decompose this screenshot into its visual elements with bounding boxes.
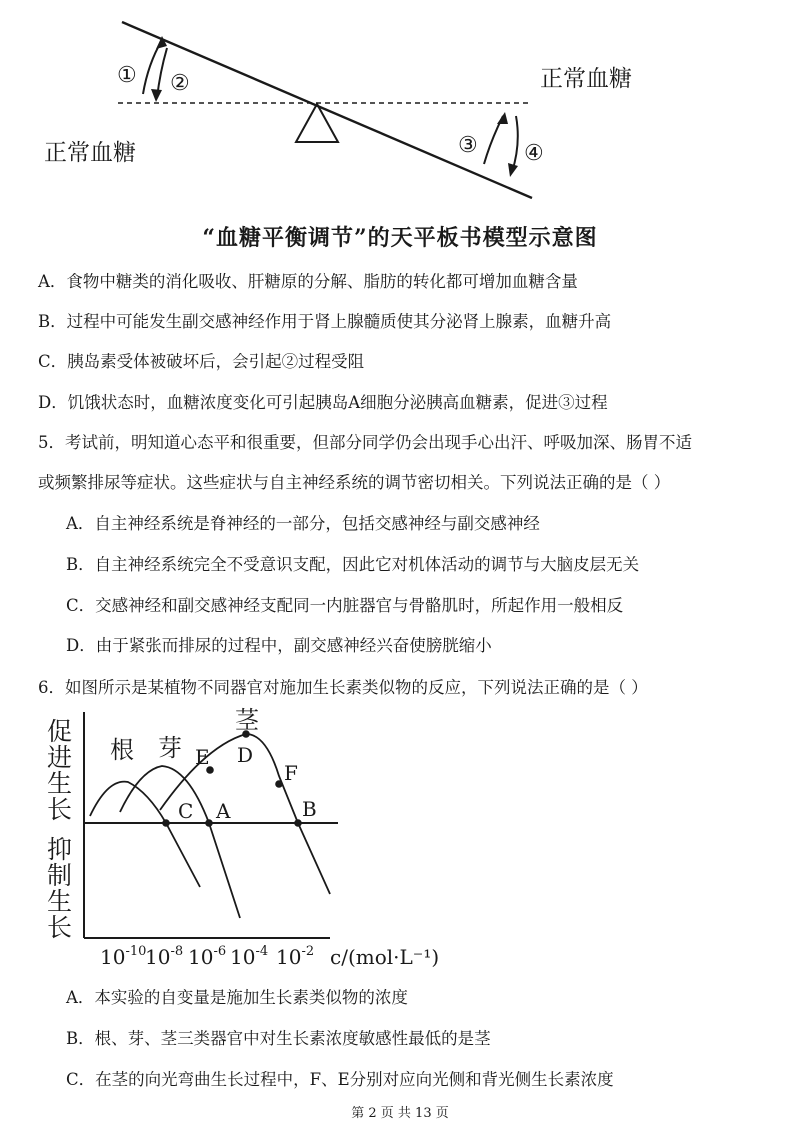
curve-label-bud: 芽 [158, 734, 182, 762]
y-label-promote-3: 生 [47, 769, 73, 798]
q5-option-a: A．自主神经系统是脊神经的一部分，包括交感神经与副交感神经 [66, 514, 540, 533]
arrow-down-icon [512, 116, 518, 172]
marker-2: ② [170, 71, 190, 96]
balance-beam [122, 22, 532, 198]
point-label-c: C [178, 799, 194, 823]
point-label-b: B [302, 797, 317, 821]
y-label-inhibit-3: 生 [47, 887, 73, 916]
q5-option-c: C．交感神经和副交感神经支配同一内脏器官与骨骼肌时，所起作用一般相反 [66, 596, 624, 615]
q5-stem-line2: 或频繁排尿等症状。这些症状与自主神经系统的调节密切相关。下列说法正确的是（ ） [38, 473, 671, 492]
y-label-inhibit-4: 长 [47, 913, 73, 942]
x-axis-unit: c/(mol·L⁻¹) [330, 945, 440, 969]
balance-diagram [0, 0, 800, 215]
auxin-response-graph [0, 700, 800, 980]
q5-option-b: B．自主神经系统完全不受意识支配，因此它对机体活动的调节与大脑皮层无关 [66, 555, 640, 574]
point-b-dot [294, 819, 302, 827]
diagram-caption: “血糖平衡调节”的天平板书模型示意图 [202, 225, 598, 251]
point-label-f: F [284, 761, 298, 785]
y-label-inhibit-1: 抑 [47, 835, 73, 864]
q4-option-d: D．饥饿状态时，血糖浓度变化可引起胰岛A细胞分泌胰高血糖素，促进③过程 [38, 393, 608, 412]
q4-option-a: A．食物中糖类的消化吸收、肝糖原的分解、脂肪的转化都可增加血糖含量 [38, 272, 578, 291]
fulcrum-triangle [296, 104, 338, 142]
y-label-inhibit-2: 制 [47, 861, 73, 890]
y-label-promote-4: 长 [47, 795, 73, 824]
q6-stem: 6．如图所示是某植物不同器官对施加生长素类似物的反应，下列说法正确的是（ ） [38, 678, 648, 697]
q5-stem-line1: 5．考试前，明知道心态平和很重要，但部分同学仍会出现手心出汗、呼吸加深、肠胃不适 [38, 433, 692, 452]
root-curve [90, 782, 200, 887]
label-normal-glucose-left: 正常血糖 [44, 140, 136, 166]
q6-option-b: B．根、芽、茎三类器官中对生长素浓度敏感性最低的是茎 [66, 1029, 491, 1048]
q4-option-c: C．胰岛素受体被破坏后，会引起②过程受阻 [38, 352, 365, 371]
x-tick-1e-10: $10^{-10}$ [100, 944, 147, 969]
point-c-dot [162, 819, 170, 827]
marker-3: ③ [458, 133, 478, 158]
marker-4: ④ [524, 141, 544, 166]
label-normal-glucose-right: 正常血糖 [540, 66, 632, 92]
curve-label-root: 根 [110, 736, 134, 764]
point-a-dot [205, 819, 213, 827]
x-tick-1e-4: $10^{-4}$ [230, 944, 269, 969]
q5-option-d: D．由于紧张而排尿的过程中，副交感神经兴奋使膀胱缩小 [66, 636, 492, 655]
y-label-promote-1: 促 [47, 717, 73, 746]
page-footer: 第 2 页 共 13 页 [351, 1106, 449, 1121]
q6-option-c: C．在茎的向光弯曲生长过程中，F、E分别对应向光侧和背光侧生长素浓度 [66, 1070, 614, 1089]
x-tick-1e-6: $10^{-6}$ [188, 944, 227, 969]
q6-option-a: A．本实验的自变量是施加生长素类似物的浓度 [66, 988, 408, 1007]
q4-option-b: B．过程中可能发生副交感神经作用于肾上腺髓质使其分泌肾上腺素，血糖升高 [38, 312, 612, 331]
x-tick-1e-2: $10^{-2}$ [276, 944, 315, 969]
marker-1: ① [117, 63, 137, 88]
y-label-promote-2: 进 [47, 743, 73, 772]
x-tick-1e-8: $10^{-8}$ [145, 944, 184, 969]
point-label-a: A [216, 799, 231, 823]
point-label-e: E [195, 745, 210, 769]
point-label-d: D [237, 743, 254, 767]
curve-label-stem: 茎 [235, 706, 259, 734]
point-f-dot [275, 780, 283, 788]
